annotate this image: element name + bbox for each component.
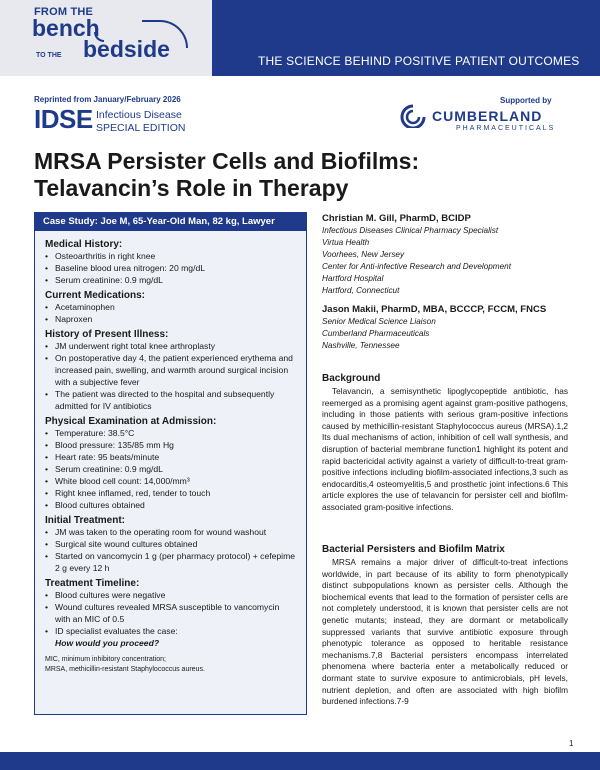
- bench-bedside-logo: [0, 0, 212, 76]
- list-item: • ID specialist evaluates the case:: [45, 625, 296, 637]
- list-item: • JM underwent right total knee arthroplasty: [45, 340, 296, 352]
- list-item: • Blood cultures were negative: [45, 589, 296, 601]
- abbreviation-mic: MIC, minimum inhibitory concentration;: [45, 656, 166, 663]
- author-affiliation: Cumberland Pharmaceuticals: [322, 329, 430, 338]
- timeline-title: Treatment Timeline:: [45, 578, 140, 589]
- list-item: • Temperature: 38.5°C: [45, 427, 296, 439]
- sponsor-name: CUMBERLAND: [432, 108, 543, 124]
- list-item: • The patient was directed to the hospital and subsequently admitted for IV antibiotics: [45, 388, 296, 412]
- logo-bench-text: bench: [32, 15, 100, 41]
- author-name: Christian M. Gill, PharmD, BCIDP: [322, 213, 471, 224]
- case-question: How would you proceed?: [55, 638, 160, 648]
- cumberland-logo-icon: [400, 104, 426, 128]
- medical-history-list: [45, 250, 296, 286]
- author-affiliation: Nashville, Tennessee: [322, 341, 400, 350]
- logo-arc-icon: [142, 20, 188, 48]
- list-item: • Started on vancomycin 1 g (per pharmacy protocol) + cefepime 2 g every 12 h: [45, 550, 296, 574]
- persisters-section: [322, 543, 568, 708]
- header-tagline: THE SCIENCE BEHIND POSITIVE PATIENT OUTCOMES: [258, 54, 580, 68]
- author-affiliation: Senior Medical Science Liaison: [322, 317, 436, 326]
- list-item: • Right knee inflamed, red, tender to touch: [45, 487, 296, 499]
- list-item: • Surgical site wound cultures obtained: [45, 538, 296, 550]
- supported-by-label: Supported by: [500, 96, 552, 105]
- exam-title: Physical Examination at Admission:: [45, 416, 217, 427]
- list-item: • Wound cultures revealed MRSA susceptible to vancomycin with an MIC of 0.5: [45, 601, 296, 625]
- persisters-paragraph: MRSA remains a major driver of difficult-to-treat infections worldwide, in part because of its ability to form phenotypically distinct subpopulations known as persister cells. Although the biochemical events that lead to the formation of persister cells are not completely understood, it is known that persister cells are not genetic mutants; instead, they are dormant or metabolically suppressed variants that survive antibiotic exposure through phenotypic tolerance as opposed to heritable resistance mechanisms.7,8 Bacterial persisters encompass interrelated phenomena where bacteria enter a metabolically reduced or dormant state to survive exposure to antimicrobials, pH levels, nutrient depletion, and often are associated with high biofilm burdened infections.7-9: [322, 557, 568, 707]
- list-item: • Serum creatinine: 0.9 mg/dL: [45, 274, 296, 286]
- timeline-list: [45, 589, 296, 637]
- abbreviations: [45, 655, 296, 675]
- author-affiliation: Infectious Diseases Clinical Pharmacy Specialist: [322, 226, 499, 235]
- persisters-heading: Bacterial Persisters and Biofilm Matrix: [322, 544, 505, 555]
- sponsor-subtitle: PHARMACEUTICALS: [456, 125, 556, 132]
- list-item: • Heart rate: 95 beats/minute: [45, 451, 296, 463]
- logo-from-text: FROM THE: [34, 6, 94, 18]
- hpi-list: [45, 340, 296, 412]
- background-heading: Background: [322, 373, 381, 384]
- treatment-title: Initial Treatment:: [45, 515, 126, 526]
- author-affiliation: Virtua Health: [322, 238, 370, 247]
- article-title: [34, 148, 494, 202]
- author-name: Jason Makii, PharmD, MBA, BCCCP, FCCM, FNCS: [322, 304, 547, 315]
- treatment-list: [45, 526, 296, 574]
- case-study-box: [34, 212, 307, 715]
- author-affiliation: Hartford, Connecticut: [322, 286, 400, 295]
- idse-logo: IDSE: [34, 104, 93, 134]
- list-item: • Acetaminophen: [45, 301, 296, 313]
- header-band: [0, 0, 600, 76]
- idse-subtitle: Infectious Disease: [96, 109, 182, 121]
- reprint-note: Reprinted from January/February 2026: [34, 95, 181, 104]
- list-item: • Serum creatinine: 0.9 mg/dL: [45, 463, 296, 475]
- exam-list: [45, 427, 296, 511]
- list-item: • Blood pressure: 135/85 mm Hg: [45, 439, 296, 451]
- author-block: [322, 212, 572, 352]
- list-item: • White blood cell count: 14,000/mm³: [45, 475, 296, 487]
- list-item: • On postoperative day 4, the patient experienced erythema and increased pain, swelling, and warmth around surgical incision with a subjective fever: [45, 352, 296, 388]
- logo-tothe-text: TO THE: [36, 52, 62, 59]
- author-affiliation: Center for Anti-infective Research and Development: [322, 262, 512, 271]
- idse-edition: SPECIAL EDITION: [96, 122, 186, 134]
- medications-title: Current Medications:: [45, 290, 146, 301]
- hpi-title: History of Present Illness:: [45, 329, 169, 340]
- title-line-2: Telavancin’s Role in Therapy: [34, 175, 349, 201]
- title-line-1: MRSA Persister Cells and Biofilms:: [34, 148, 420, 174]
- author-affiliation: Voorhees, New Jersey: [322, 250, 405, 259]
- case-study-body: [35, 231, 306, 675]
- list-item: • Blood cultures obtained: [45, 499, 296, 511]
- case-study-heading: Case Study: Joe M, 65-Year-Old Man, 82 kg, Lawyer: [35, 213, 306, 231]
- logo-bedside-text: bedside: [83, 36, 170, 62]
- list-item: • Naproxen: [45, 313, 296, 325]
- footer-band: [0, 752, 600, 770]
- page-number: 1: [569, 739, 574, 748]
- background-paragraph: Telavancin, a semisynthetic lipoglycopeptide antibiotic, has reemerged as a promising agent against gram-positive pathogens, including in those patients with serious gram-positive infections caused by methicillin-resistant Staphylococcus aureus (MRSA).1,2 Its dual mechanisms of action, inhibition of cell wall synthesis, and disruption of bacterial membrane function1 highlight its potent and rapid bactericidal activity against a variety of difficult-to-treat gram-positive infections including biofilm-associated infections,3 such as endocarditis,4 osteomyelitis,5 and prosthetic joint infections.6 This article explores the use of telavancin for persister cell and biofilm-associated gram-positive infections.: [322, 386, 568, 512]
- background-section: [322, 372, 568, 514]
- medical-history-title: Medical History:: [45, 239, 123, 250]
- abbreviation-mrsa: MRSA, methicillin-resistant Staphylococcus aureus.: [45, 666, 205, 673]
- medications-list: [45, 301, 296, 325]
- author-affiliation: Hartford Hospital: [322, 274, 384, 283]
- list-item: • Osteoarthritis in right knee: [45, 250, 296, 262]
- list-item: • JM was taken to the operating room for wound washout: [45, 526, 296, 538]
- list-item: • Baseline blood urea nitrogen: 20 mg/dL: [45, 262, 296, 274]
